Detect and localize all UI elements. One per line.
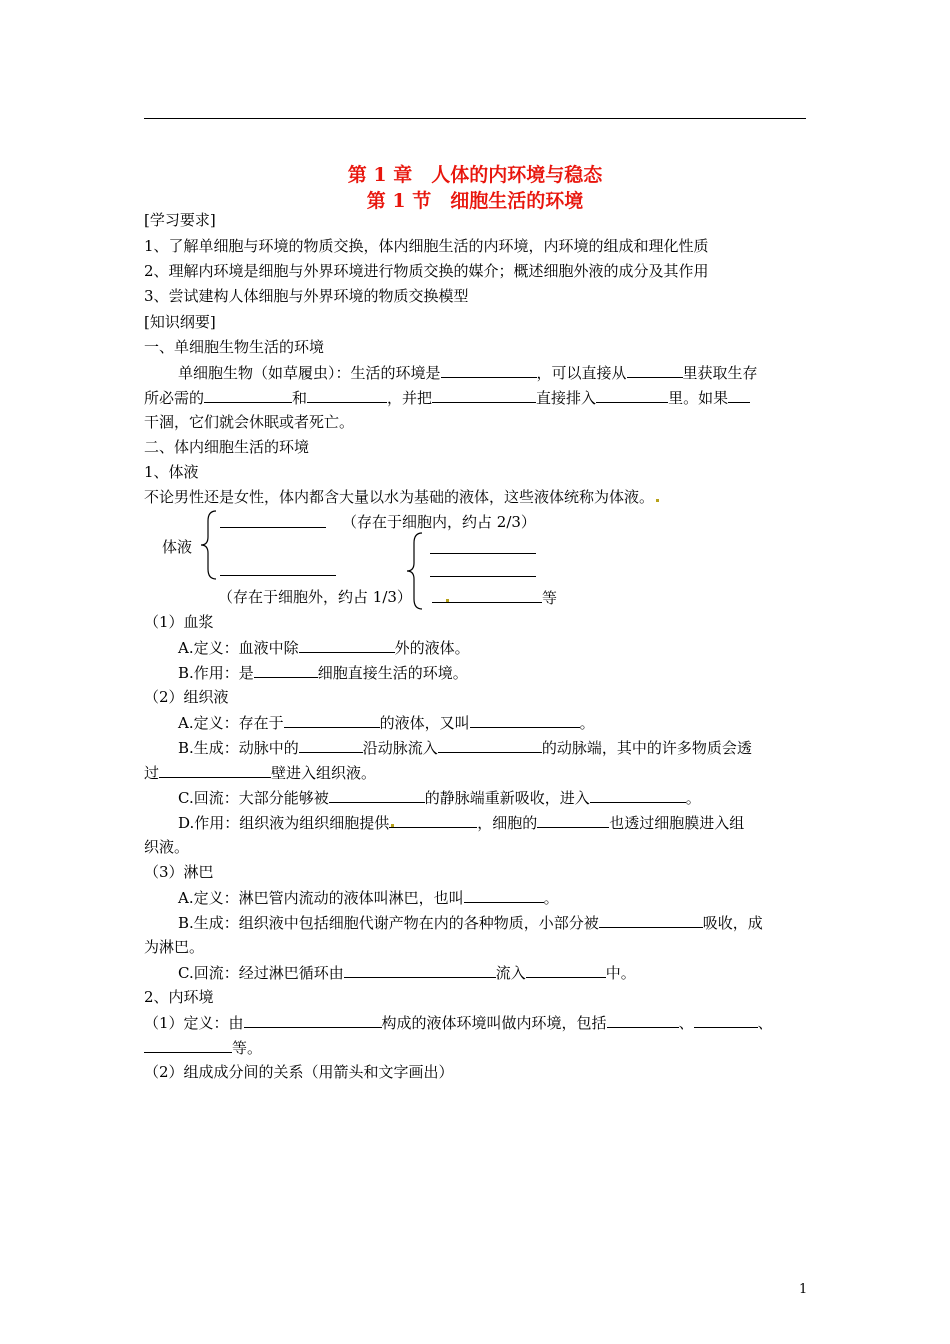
fill-blank[interactable] (389, 812, 477, 828)
mark-dot (656, 499, 659, 502)
fill-blank[interactable] (329, 787, 425, 803)
tissue-fluid-heading: （2）组织液 (144, 688, 229, 706)
part1-line3: 干涸，它们就会休眠或者死亡。 (144, 413, 355, 431)
fill-blank[interactable] (728, 387, 750, 403)
fill-blank[interactable] (284, 712, 380, 728)
internal-env-definition-cont: 等。 (144, 1037, 262, 1058)
extracellular-part-blank[interactable] (430, 561, 536, 577)
lymph-heading: （3）淋巴 (144, 863, 214, 881)
lymph-formation-cont: 为淋巴。 (144, 938, 205, 956)
fill-blank[interactable] (526, 962, 606, 978)
internal-env-definition: （1）定义：由 构成的液体环境叫做内环境，包括 、 、 (144, 1014, 773, 1032)
outline-heading: [知识纲要] (144, 313, 216, 331)
fill-blank[interactable] (537, 812, 609, 828)
requirement-item: 2、理解内环境是细胞与外界环境进行物质交换的媒介；概述细胞外液的成分及其作用 (144, 262, 709, 280)
internal-env-relation: （2）组成成分间的关系（用箭头和文字画出） (144, 1063, 454, 1081)
extracellular-part-blank[interactable] (432, 587, 542, 603)
section-title: 第 1 节 细胞生活的环境 (366, 190, 584, 212)
fill-blank[interactable] (159, 762, 271, 778)
fill-blank[interactable] (244, 1012, 382, 1028)
part1-line2: 所必需的 和 ，并把 直接排入 里。如果 (144, 387, 750, 408)
intracellular-blank[interactable] (220, 512, 326, 528)
fill-blank[interactable] (254, 662, 318, 678)
extracellular-part-blank[interactable] (430, 538, 536, 554)
requirements-heading: [学习要求] (144, 211, 216, 229)
fill-blank[interactable] (607, 1012, 679, 1028)
part1-line1: 单细胞生物（如草履虫）：生活的环境是 ，可以直接从 里获取生存 (178, 364, 758, 382)
left-brace (198, 509, 220, 581)
fill-blank[interactable] (432, 387, 536, 403)
part1-heading: 一、单细胞生物生活的环境 (144, 338, 325, 356)
requirement-item: 1、了解单细胞与环境的物质交换，体内细胞生活的内环境，内环境的组成和理化性质 (144, 237, 709, 255)
chapter-title: 第 1 章 人体的内环境与稳态 (347, 164, 603, 186)
fill-blank[interactable] (441, 362, 537, 378)
fill-blank[interactable] (470, 712, 580, 728)
intracellular-note: （存在于细胞内，约占 2/3） (342, 513, 536, 531)
fill-blank[interactable] (464, 887, 544, 903)
fill-blank[interactable] (299, 637, 395, 653)
fill-blank[interactable] (307, 387, 387, 403)
fill-blank[interactable] (438, 737, 542, 753)
plasma-definition: A.定义：血液中除 外的液体。 (178, 639, 470, 657)
lymph-definition: A.定义：淋巴管内流动的液体叫淋巴，也叫 。 (178, 889, 559, 907)
extracellular-note: （存在于细胞外，约占 1/3） (218, 588, 412, 606)
lymph-formation: B.生成：组织液中包括细胞代谢产物在内的各种物质，小部分被 吸收，成 (178, 914, 763, 932)
fill-blank[interactable] (596, 387, 668, 403)
fill-blank[interactable] (299, 737, 363, 753)
extracellular-blank[interactable] (220, 560, 336, 576)
internal-env-heading: 2、内环境 (144, 988, 214, 1006)
plasma-heading: （1）血浆 (144, 613, 214, 631)
diagram-root-label: 体液 (162, 538, 193, 556)
fill-blank[interactable] (204, 387, 292, 403)
lymph-return: C.回流：经过淋巴循环由 流入 中。 (178, 964, 636, 982)
fill-blank[interactable] (144, 1037, 232, 1053)
plasma-function: B.作用：是 细胞直接生活的环境。 (178, 664, 468, 682)
header-rule (144, 118, 806, 119)
body-fluid-text: 不论男性还是女性，体内都含大量以水为基础的液体，这些液体统称为体液。 (144, 487, 661, 507)
tissue-fluid-function: D.作用：组织液为组织细胞提供 ，细胞的 也透过细胞膜进入组 (178, 814, 745, 832)
mark-dot (446, 599, 449, 602)
fill-blank[interactable] (590, 787, 686, 803)
tissue-fluid-formation-cont: 过 壁进入组织液。 (144, 764, 377, 782)
body-fluid-heading: 1、体液 (144, 463, 199, 481)
tissue-fluid-function-cont: 织液。 (144, 838, 190, 856)
fill-blank[interactable] (627, 362, 683, 378)
page-number: 1 (799, 1282, 808, 1297)
extracellular-part-row: 等 (432, 587, 557, 608)
mark-dot (391, 824, 394, 827)
right-brace (404, 531, 426, 611)
tissue-fluid-return: C.回流：大部分能够被 的静脉端重新吸收，进入 。 (178, 789, 701, 807)
fill-blank[interactable] (599, 912, 703, 928)
part2-heading: 二、体内细胞生活的环境 (144, 438, 310, 456)
tissue-fluid-definition: A.定义：存在于 的液体，又叫 。 (178, 714, 595, 732)
tissue-fluid-formation: B.生成：动脉中的 沿动脉流入 的动脉端，其中的许多物质会透 (178, 739, 752, 757)
requirement-item: 3、尝试建构人体细胞与外界环境的物质交换模型 (144, 287, 469, 305)
fill-blank[interactable] (694, 1012, 758, 1028)
fill-blank[interactable] (344, 962, 496, 978)
